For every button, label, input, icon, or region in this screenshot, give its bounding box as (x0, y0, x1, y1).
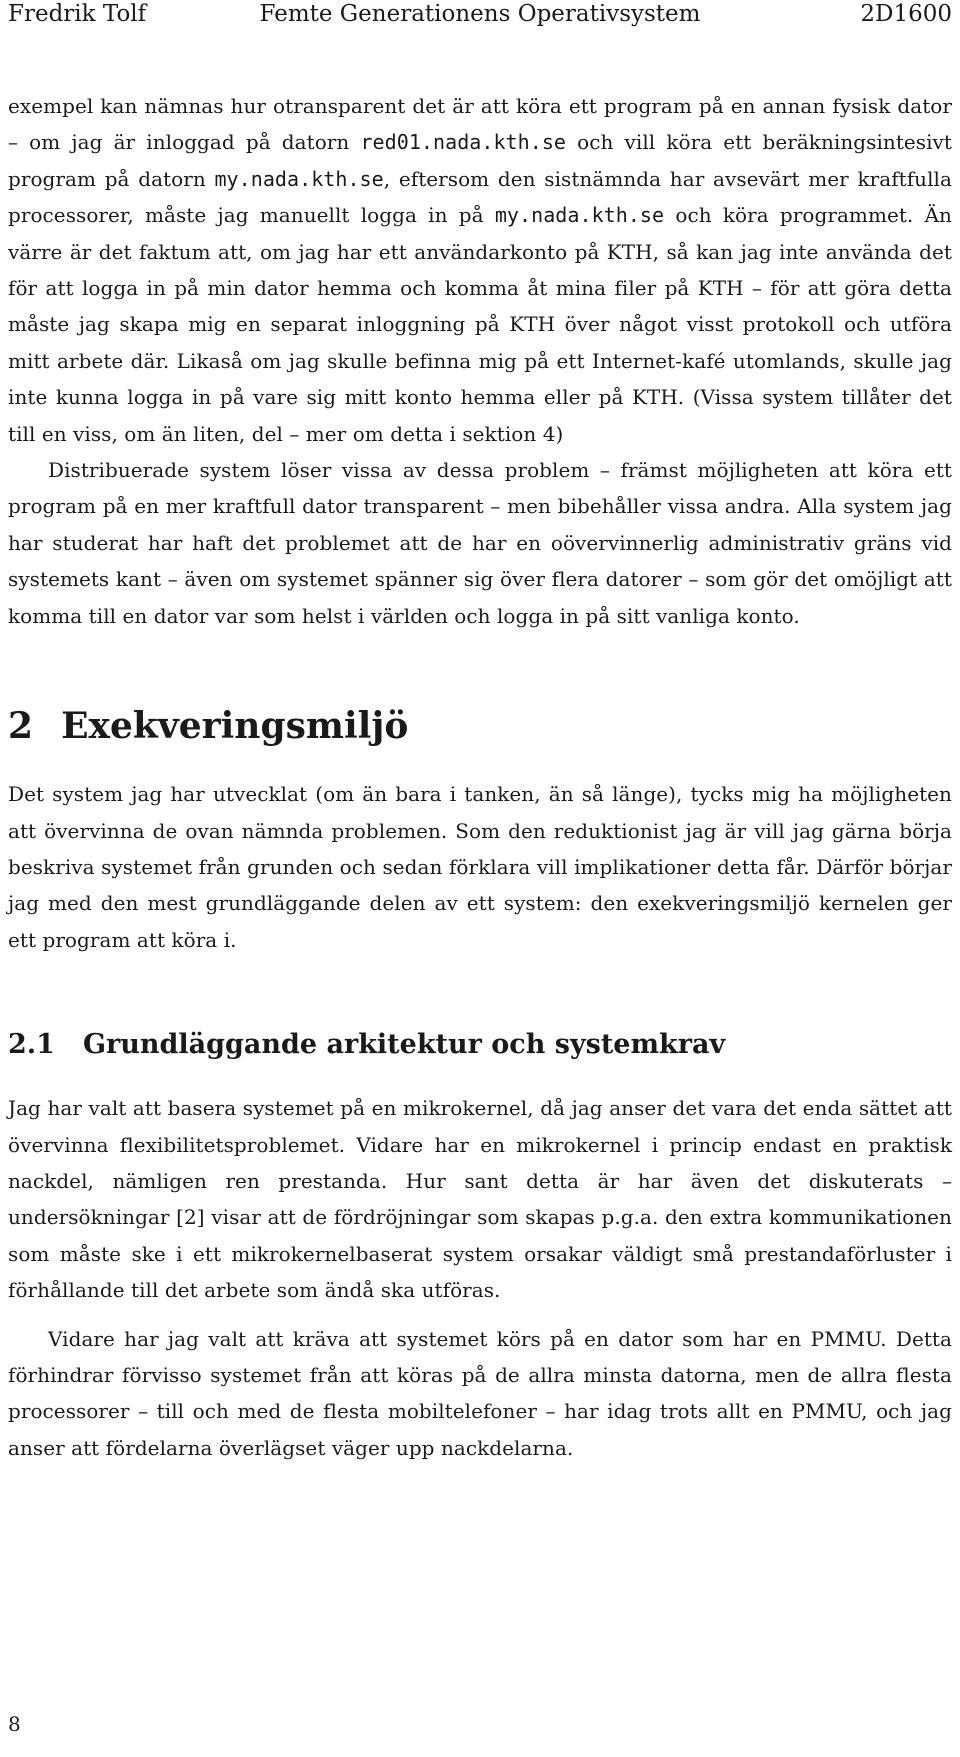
section-title: Exekveringsmiljö (61, 705, 409, 748)
hostname: my.nada.kth.se (214, 166, 384, 191)
paragraph-distributed: Distribuerade system löser vissa av dessa problem – främst möjligheten att köra ett program på en mer kraftfull dator transparent – men bibehåller vissa andra. Alla system jag har studerat har haft det problemet att de har en oövervinnerlig administrativ gräns vid systemets kant – även om systemet spänner sig över flera datorer – som gör det omöjligt att komma till en dator var som helst i världen och logga in på sitt vanliga konto. (8, 458, 952, 628)
page-body (8, 88, 952, 1466)
paragraph-section-2: Det system jag har utvecklat (om än bara i tanken, än så länge), tycks mig ha möjligheten att övervinna de ovan nämnda problemen. Som den reduktionist jag är vill jag gärna börja beskriva systemet från grunden och sedan förklara vill implikationer detta får. Därför börjar jag med den mest grundläggande delen av ett system: den exekveringsmiljö kernelen ger ett program att köra i. (8, 782, 952, 952)
paragraph-text: och köra programmet. Än värre är det faktum att, om jag har ett användarkonto på KTH, så kan jag inte använda det för att logga in på min dator hemma och komma åt mina filer på KTH – för att göra detta måste jag skapa mig en separat inloggning på KTH över något visst protokoll och utföra mitt arbete där. Likaså om jag skulle befinna mig på ett Internet-kafé utomlands, skulle jag inte kunna logga in på vare sig mitt konto hemma eller på KTH. (Vissa system tillåter det till en viss, om än liten, del – mer om detta i sektion 4) (8, 203, 952, 446)
paragraph-text: och vill köra ett beräkningsintesivt program på datorn (8, 130, 952, 191)
section-heading (8, 704, 952, 748)
header-author: Fredrik Tolf (8, 1, 147, 27)
hostname: my.nada.kth.se (494, 203, 665, 228)
header-title: Femte Generationens Operativsystem (259, 1, 701, 27)
header-course: 2D1600 (860, 1, 952, 27)
paragraph-architecture: Jag har valt att basera systemet på en mikrokernel, då jag anser det vara det enda sättet att övervinna flexibilitetsproblemet. Vidare har en mikrokernel i princip endast en praktisk nackdel, nämligen ren prestanda. Hur sant detta är har även det diskuterats – undersökningar [2] visar att de fördröjningar som skapas p.g.a. den extra kommunikationen som måste ske i ett mikrokernelbaserat system orsakar väldigt små prestandaförluster i förhållande till det arbete som ändå ska utföras. (8, 1096, 952, 1303)
paragraph-text: exempel kan nämnas hur otransparent det är att köra ett program på en annan fysisk dator – om jag är inloggad på datorn (8, 94, 952, 155)
paragraph-pmmu: Vidare har jag valt att kräva att systemet körs på en dator som har en PMMU. Detta förhindrar förvisso systemet från att köras på de allra minsta datorna, men de allra flesta processorer – till och med de flesta mobiltelefoner – har idag trots allt en PMMU, och jag anser att fördelarna överlägset väger upp nackdelarna. (8, 1326, 952, 1460)
subsection-number: 2.1 (8, 1029, 55, 1061)
paragraph-intro (8, 88, 952, 452)
section-number: 2 (8, 705, 34, 748)
page-header (8, 0, 952, 32)
subsection-title: Grundläggande arkitektur och systemkrav (82, 1029, 726, 1061)
page-number: 8 (8, 1712, 21, 1736)
subsection-heading (8, 1028, 952, 1062)
hostname: red01.nada.kth.se (360, 130, 567, 155)
paragraph-text: , eftersom den sistnämnda har avsevärt mer kraftfulla processorer, måste jag manuellt logga in på (8, 166, 952, 228)
